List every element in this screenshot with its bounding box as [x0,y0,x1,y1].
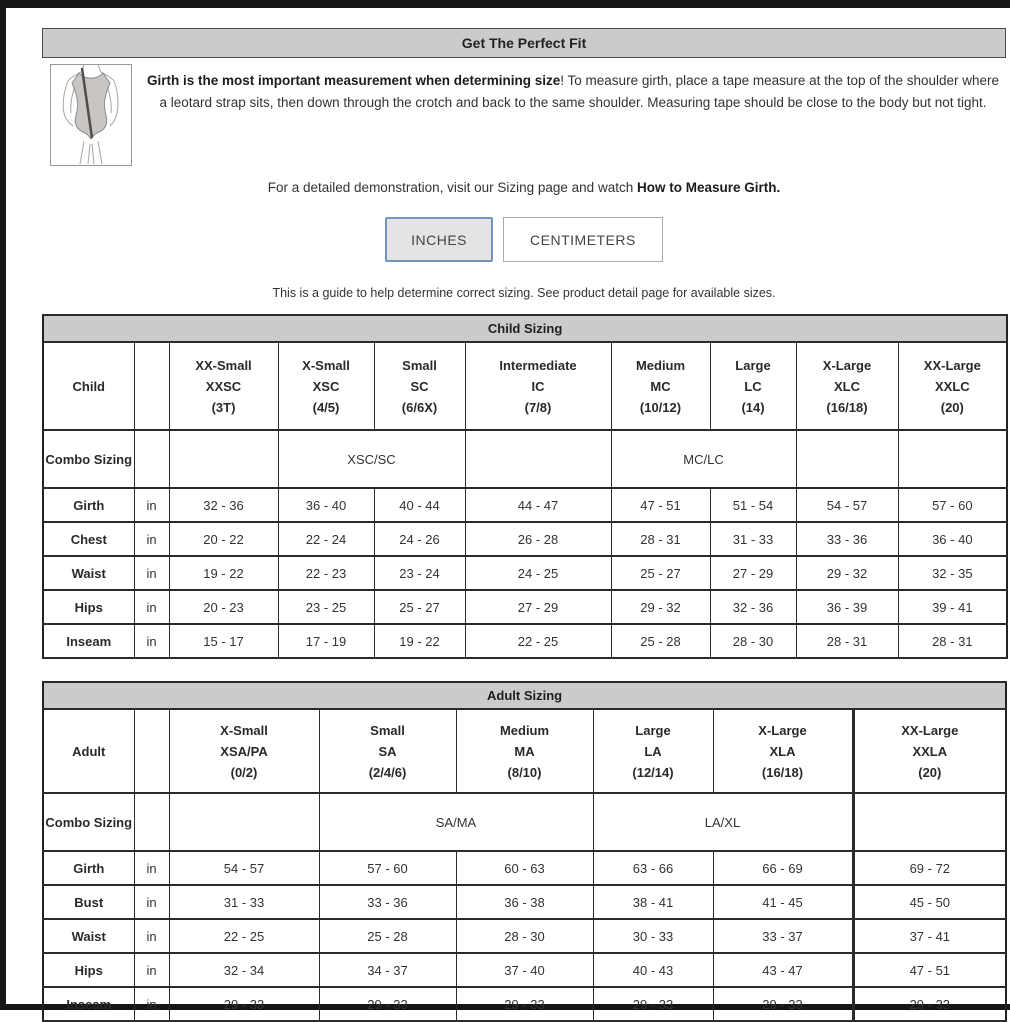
combo-label-cell: Combo Sizing [43,793,134,851]
size-cell: 39 - 41 [898,590,1007,624]
row-label-cell: Girth [43,488,134,522]
empty-cell [465,430,611,488]
size-cell: 69 - 72 [853,851,1006,885]
size-cell: 15 - 17 [169,624,278,658]
size-cell: 32 - 36 [169,488,278,522]
size-cell: 29 - 33 [319,987,456,1021]
size-cell: 40 - 44 [374,488,465,522]
size-cell: 29 - 33 [456,987,593,1021]
row-label-cell: Girth [43,851,134,885]
size-cell: 36 - 38 [456,885,593,919]
adult-bust-row [43,885,1006,919]
column-header-cell: Medium MC (10/12) [611,342,710,430]
child-inseam-row [43,624,1007,658]
child-girth-row [43,488,1007,522]
size-cell: 28 - 31 [796,624,898,658]
demo-text [42,180,1006,195]
size-cell: 22 - 25 [465,624,611,658]
column-header-cell: XX-Small XXSC (3T) [169,342,278,430]
unit-cell: in [134,953,169,987]
size-cell: 29 - 32 [611,590,710,624]
size-cell: 29 - 32 [796,556,898,590]
row-label-cell: Hips [43,953,134,987]
size-cell: 25 - 28 [319,919,456,953]
adult-table-title-row [43,682,1006,709]
size-cell: 17 - 19 [278,624,374,658]
size-cell: 63 - 66 [593,851,713,885]
size-cell: 29 - 33 [593,987,713,1021]
size-cell: 22 - 23 [278,556,374,590]
size-cell: 29 - 33 [853,987,1006,1021]
size-cell: 20 - 23 [169,590,278,624]
size-cell: 25 - 28 [611,624,710,658]
combo-group-cell: XSC/SC [278,430,465,488]
size-cell: 27 - 29 [465,590,611,624]
size-cell: 22 - 25 [169,919,319,953]
column-header-cell: Large LA (12/14) [593,709,713,793]
child-table-title: Child Sizing [43,315,1007,342]
size-cell: 34 - 37 [319,953,456,987]
size-cell: 33 - 37 [713,919,853,953]
size-cell: 30 - 33 [593,919,713,953]
column-header-cell: Small SA (2/4/6) [319,709,456,793]
empty-cell [134,793,169,851]
size-cell: 28 - 30 [710,624,796,658]
size-cell: 32 - 35 [898,556,1007,590]
size-cell: 60 - 63 [456,851,593,885]
page-title: Get The Perfect Fit [42,28,1006,58]
column-header-cell: Large LC (14) [710,342,796,430]
size-cell: 19 - 22 [374,624,465,658]
size-cell: 47 - 51 [853,953,1006,987]
child-hips-row [43,590,1007,624]
size-cell: 27 - 29 [710,556,796,590]
unit-cell: in [134,522,169,556]
adult-column-header-row [43,709,1006,793]
size-cell: 25 - 27 [611,556,710,590]
size-cell: 38 - 41 [593,885,713,919]
unit-cell: in [134,556,169,590]
size-cell: 66 - 69 [713,851,853,885]
column-header-cell: XX-Large XXLA (20) [853,709,1006,793]
size-cell: 24 - 25 [465,556,611,590]
girth-measurement-figure-icon [50,64,132,166]
row-label-cell: Waist [43,556,134,590]
row-header-cell: Adult [43,709,134,793]
column-header-cell: XX-Large XXLC (20) [898,342,1007,430]
centimeters-button[interactable]: CENTIMETERS [503,217,663,262]
unit-cell: in [134,488,169,522]
empty-cell [169,430,278,488]
size-cell: 19 - 22 [169,556,278,590]
unit-cell: in [134,885,169,919]
size-cell: 31 - 33 [710,522,796,556]
child-chest-row [43,522,1007,556]
unit-cell: in [134,590,169,624]
size-cell: 36 - 40 [898,522,1007,556]
column-header-cell: X-Small XSA/PA (0/2) [169,709,319,793]
sizing-guide-caption: This is a guide to help determine correct sizing. See product detail page for available sizes. [272,286,776,300]
size-cell: 33 - 36 [319,885,456,919]
size-cell: 47 - 51 [611,488,710,522]
size-cell: 36 - 40 [278,488,374,522]
size-cell: 57 - 60 [898,488,1007,522]
size-cell: 44 - 47 [465,488,611,522]
empty-cell [134,430,169,488]
child-table-title-row [43,315,1007,342]
size-cell: 28 - 31 [898,624,1007,658]
content-area [42,28,1006,1022]
size-cell: 24 - 26 [374,522,465,556]
combo-label-cell: Combo Sizing [43,430,134,488]
combo-group-cell: MC/LC [611,430,796,488]
column-header-cell: X-Large XLC (16/18) [796,342,898,430]
size-cell: 25 - 27 [374,590,465,624]
girth-instructions-body: ! To measure girth, place a tape measure at the top of the shoulder where a leotard strap sits, then down through the crotch and back to the same shoulder. Measuring tape should be close to the body but not tight. [159,73,1000,110]
demo-text-prefix: For a detailed demonstration, visit our Sizing page and watch [267,180,637,195]
demo-text-bold: How to Measure Girth. [636,180,781,195]
empty-cell [169,793,319,851]
column-header-cell: Intermediate IC (7/8) [465,342,611,430]
column-header-cell: X-Large XLA (16/18) [713,709,853,793]
size-cell: 20 - 22 [169,522,278,556]
size-cell: 29 - 33 [169,987,319,1021]
size-cell: 36 - 39 [796,590,898,624]
size-cell: 54 - 57 [169,851,319,885]
size-cell: 41 - 45 [713,885,853,919]
row-label-cell: Chest [43,522,134,556]
child-column-header-row [43,342,1007,430]
size-cell: 57 - 60 [319,851,456,885]
unit-cell: in [134,624,169,658]
size-cell: 28 - 30 [456,919,593,953]
size-cell: 37 - 41 [853,919,1006,953]
adult-girth-row [43,851,1006,885]
column-header-cell: Medium MA (8/10) [456,709,593,793]
child-waist-row [43,556,1007,590]
child-combo-sizing-row [43,430,1007,488]
row-label-cell: Bust [43,885,134,919]
adult-inseam-row [43,987,1006,1021]
empty-cell [796,430,898,488]
row-label-cell: Inseam [43,624,134,658]
column-header-cell: Small SC (6/6X) [374,342,465,430]
size-cell: 23 - 25 [278,590,374,624]
row-label-cell: Waist [43,919,134,953]
size-cell: 28 - 31 [611,522,710,556]
size-cell: 37 - 40 [456,953,593,987]
inches-button[interactable]: INCHES [385,217,493,262]
size-cell: 43 - 47 [713,953,853,987]
unit-header-cell [134,342,169,430]
adult-hips-row [43,953,1006,987]
unit-header-cell [134,709,169,793]
size-cell: 51 - 54 [710,488,796,522]
girth-instructions-bold: Girth is the most important measurement when determining size [146,73,561,88]
girth-instructions-text [132,64,1006,166]
size-cell: 26 - 28 [465,522,611,556]
intro-section [42,64,1006,166]
unit-cell: in [134,851,169,885]
adult-sizing-table [42,681,1007,1022]
size-cell: 54 - 57 [796,488,898,522]
child-sizing-table [42,314,1008,659]
unit-cell: in [134,919,169,953]
empty-cell [853,793,1006,851]
row-label-cell: Inseam [43,987,134,1021]
size-cell: 33 - 36 [796,522,898,556]
size-cell: 22 - 24 [278,522,374,556]
size-cell: 40 - 43 [593,953,713,987]
size-cell: 45 - 50 [853,885,1006,919]
combo-group-cell: SA/MA [319,793,593,851]
empty-cell [898,430,1007,488]
size-cell: 32 - 34 [169,953,319,987]
row-label-cell: Hips [43,590,134,624]
size-cell: 29 - 33 [713,987,853,1021]
size-cell: 23 - 24 [374,556,465,590]
unit-toggle-group [42,217,1006,262]
adult-combo-sizing-row [43,793,1006,851]
combo-group-cell: LA/XL [593,793,853,851]
unit-cell: in [134,987,169,1021]
row-header-cell: Child [43,342,134,430]
column-header-cell: X-Small XSC (4/5) [278,342,374,430]
adult-table-title: Adult Sizing [43,682,1006,709]
size-cell: 31 - 33 [169,885,319,919]
size-cell: 32 - 36 [710,590,796,624]
adult-waist-row [43,919,1006,953]
